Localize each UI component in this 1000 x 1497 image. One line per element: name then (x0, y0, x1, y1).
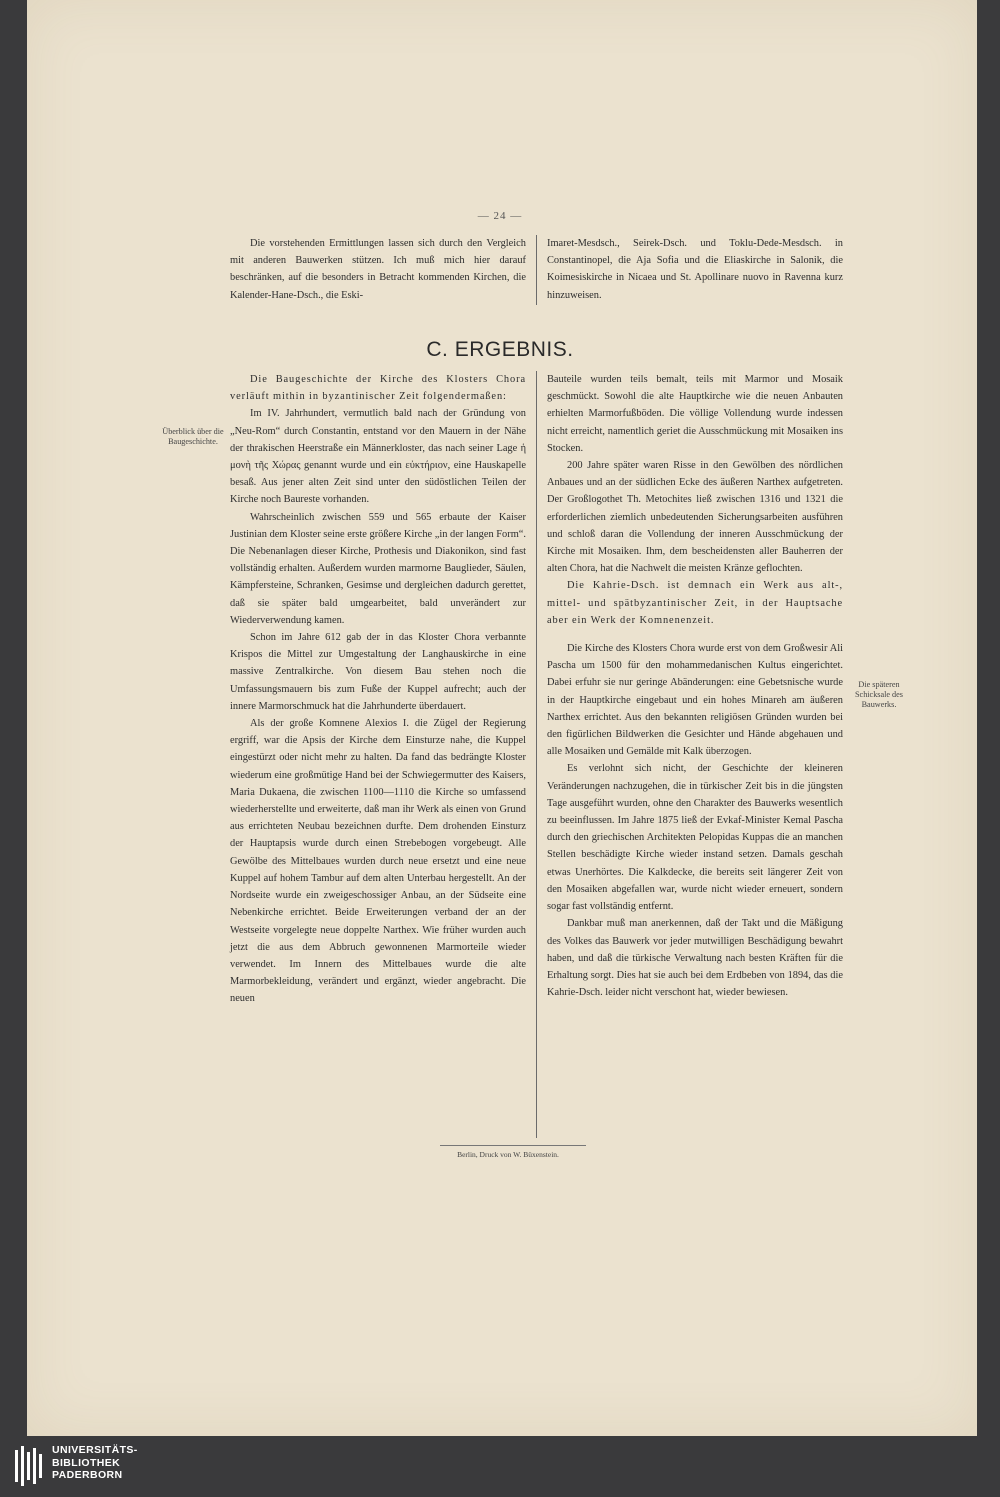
library-logo-icon (14, 1446, 46, 1486)
margin-note-right: Die späteren Schicksale des Bauwerks. (855, 680, 903, 709)
paragraph: Im IV. Jahrhundert, vermutlich bald nach der Gründung von „Neu-Rom“ durch Constantin, entstand vor den Mauern in der Nähe der thrakischen Heerstraße ein Männerkloster, das nach seiner Lage ἡ μονὴ τῆς Χώρας genannt wurde und ein εὐκτήριον, eine Hauskapelle besaß. Aus jener alten Zeit sind unter den südöstlichen Teilen der Kirche noch Baureste vorhanden. (230, 408, 526, 506)
paragraph: 200 Jahre später waren Risse in den Gewölben des nördlichen Anbaues und an der südlichen Ecke des äußeren Narthex aufgetreten. Der Großlogothet Th. Metochites ließ zwischen 1316 und 1321 die erforderlichen ziemlich unbedeutenden Sicherungsarbeiten ausführen und schloß daran die Vollendung der inneren Ausschmückung der Kirche mit Mosaiken. Ihm, dem bescheidensten aller Bauherren der alten Chora, hat die Nachwelt die meisten Kränze geflochten. (547, 460, 843, 575)
library-name-line: BIBLIOTHEK (52, 1456, 121, 1469)
paragraph: Bauteile wurden teils bemalt, teils mit Marmor und Mosaik geschmückt. Sowohl die alte Hauptkirche wie die neuen Anbauten erhielten Marmorfußböden. Die völlige Vollendung wurde indessen nicht erreicht, namentlich geriet die Ausschmückung mit Mosaiken ins Stocken. (547, 374, 843, 454)
library-name (52, 1444, 138, 1482)
paragraph: Als der große Komnene Alexios I. die Zügel der Regierung ergriff, war die Apsis der Kirche dem Einsturze nahe, die Kuppel eingestürzt oder nicht mehr zu halten. Da fand das bedrängte Kloster wiederum eine großmütige Hand bei der Schwiegermutter des Kaisers, Maria Dukaena, die zwischen 1100—1110 die Kirche so umfassend wiederherstellte und erweiterte, daß man ihr Werk als einen von Grund aus errichteten Neubau bezeichnen durfte. Dem drohenden Einsturz der Hauptapsis wurde durch einen Strebebogen vorgebeugt. Alle Gewölbe des Mittelbaues wurden durch neue ersetzt und eine neue Kuppel auf hohem Tambur auf dem alten Unterbau hergestellt. An der Nordseite wurde ein zweigeschossiger Anbau, an der Südseite eine Nebenkirche errichtet. Beide Erweiterungen verband der an der Westseite vorgelegte neue doppelte Narthex. Wie früher wurden auch jetzt die aus dem Abbruch gewonnenen Marmorteile wieder verwendet. Im Innern des Mittelbaues wurde die alte Marmorbekleidung, verändert und ergänzt, wieder angebracht. Die neuen (230, 718, 526, 1005)
margin-note-left: Überblick über die Baugeschichte. (162, 427, 224, 446)
column-divider-main (536, 371, 537, 1138)
intro-left-paragraph: Die vorstehenden Ermittlungen lassen sich durch den Vergleich mit anderen Bauwerken stützen. Ich muß mich hier darauf beschränken, auf die besonders in Betracht kommenden Kirchen, die Kalender-Hane-Dsch., die Eski- (230, 238, 526, 301)
column-divider-top (536, 235, 537, 305)
library-name-line: UNIVERSITÄTS- (52, 1444, 138, 1456)
library-name-line: PADERBORN (52, 1469, 123, 1481)
intro-right-paragraph: Imaret-Mesdsch., Seirek-Dsch. und Toklu-Dede-Mesdsch. in Constantinopel, die Aja Sofia und die Eliaskirche in Salonik, die Koimesiskirche in Nicaea und St. Apollinare nuovo in Ravenna kurz hinzuweisen. (547, 238, 843, 301)
intro-left-column (230, 235, 526, 304)
left-column (230, 371, 526, 1008)
paragraph: Die Kahrie-Dsch. ist demnach ein Werk aus alt-, mittel- und spätbyzantinischer Zeit, in der Hauptsache aber ein Werk der Komnenenzeit. (547, 580, 843, 626)
intro-right-column (547, 235, 843, 304)
paragraph: Es verlohnt sich nicht, der Geschichte der kleineren Veränderungen nachzugehen, die in türkischer Zeit bis in die jüngsten Tage ausgeführt wurden, ohne den Charakter des Bauwerks wesentlich zu beeinflussen. Im Jahre 1875 ließ der Evkaf-Minister Kemal Pascha durch den griechischen Architekten Pelopidas Kuppas die an manchen Stellen beschädigte Kirche wieder instand setzen. Damals geschah etwas Unerhörtes. Die Kalkdecke, die bereits seit längerer Zeit von den Mosaiken abgefallen war, wurde nicht wieder erneuert, sondern sogar fast vollständig entfernt. (547, 763, 843, 913)
paragraph: Dankbar muß man anerkennen, daß der Takt und die Mäßigung des Volkes das Bauwerk vor jeder mutwilligen Beschädigung bewahrt haben, und daß die türkische Verwaltung nach besten Kräften für die Erhaltung sorgt. Dies hat sie auch bei dem Erdbeben von 1894, das die Kahrie-Dsch. leider nicht verschont hat, wieder bewiesen. (547, 918, 843, 999)
right-column (547, 371, 843, 1001)
paragraph: Die Kirche des Klosters Chora wurde erst von dem Großwesir Ali Pascha um 1500 für den mohammedanischen Kultus eingerichtet. Dabei erfuhr sie nur geringe Abänderungen: eine Gebetsnische wurde in der Hauptkirche eingebaut und ein hohes Minareh am äußeren Narthex errichtet. Aus den bekannten religiösen Gründen wurden bei den figürlichen Bildwerken die Gesichter und Hände abgehauen und alle Mosaiken und Gemälde mit Kalk überzogen. (547, 643, 843, 758)
paragraph: Wahrscheinlich zwischen 559 und 565 erbaute der Kaiser Justinian dem Kloster seine erste größere Kirche „in der langen Form“. Die Nebenanlagen dieser Kirche, Prothesis und Diakonikon, sind fast vollständig erhalten. Außerdem wurden marmorne Bauglieder, Säulen, Kämpfersteine, Schranken, Gesimse und dergleichen dadurch gerettet, daß sie später bald umgearbeitet, bald unverändert zur Wiederverwendung kamen. (230, 511, 526, 626)
section-heading: C. ERGEBNIS. (426, 338, 574, 361)
printer-imprint: Berlin, Druck von W. Büxenstein. (457, 1150, 559, 1159)
paragraph: Schon im Jahre 612 gab der in das Kloster Chora verbannte Krispos die Mittel zur Umgestaltung der Langhauskirche in eine massive Zentralkirche. Von diesem Bau stehen noch die Umfassungsmauern bis zum Fuße der Kuppel aufrecht; auch der innere Marmorschmuck hat die Jahrhunderte überdauert. (230, 632, 526, 712)
paragraph: Die Baugeschichte der Kirche des Klosters Chora verläuft mithin in byzantinischer Zeit folgendermaßen: (230, 374, 526, 403)
page-number: — 24 — (477, 210, 523, 222)
footer-bar (0, 1436, 1000, 1497)
printer-rule (440, 1145, 586, 1146)
